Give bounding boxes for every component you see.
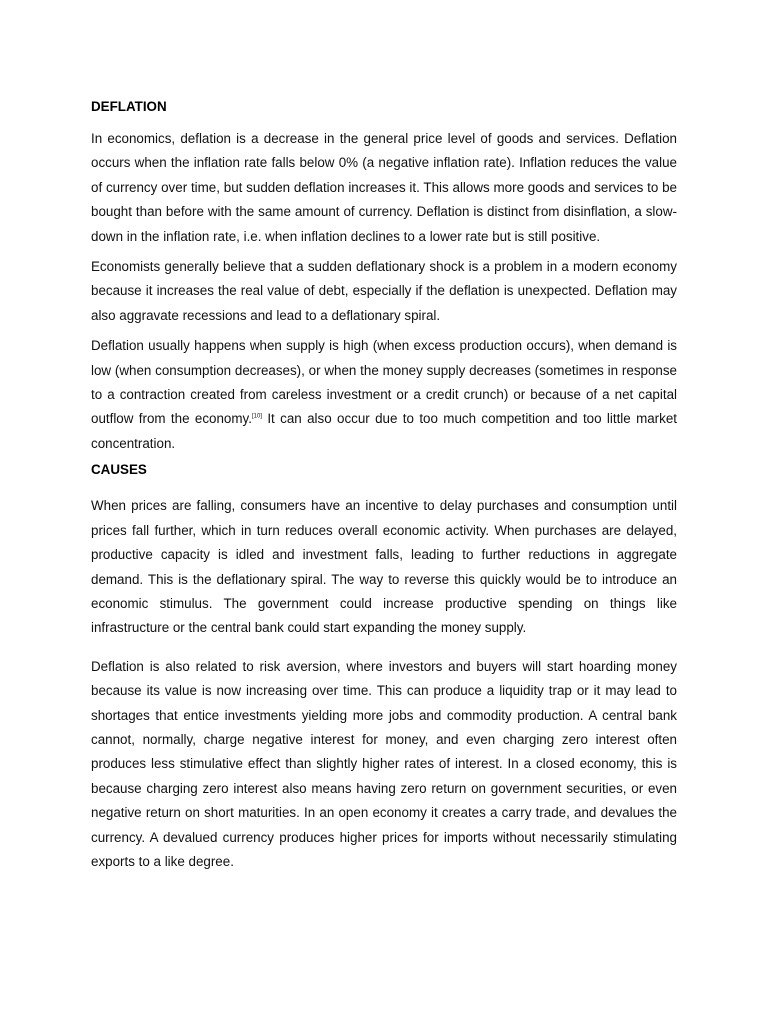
paragraph-economists: Economists generally believe that a sudden deflationary shock is a problem in a modern economy because it increases the real value of debt, especially if the deflation is unexpected. Deflation may also aggravate recessions and lead to a deflationary spiral. [91,259,677,323]
paragraph-supply-demand-text: Deflation usually happens when supply is high (when excess production occurs), when demand is low (when consumption decreases), or when the money supply decreases (sometimes in response to a contraction created from careless investment or a credit crunch) or because of a net capital outflow from the economy. [91,338,677,427]
paragraph-definition: In economics, deflation is a decrease in the general price level of goods and services. Deflation occurs when the inflation rate falls below 0% (a negative inflation rate). Inflation reduces the value of currency over time, but sudden deflation increases it. This allows more goods and services to be bought than before with the same amount of currency. Deflation is distinct from disinflation, a slow-down in the inflation rate, i.e. when inflation declines to a lower rate but is still positive. [91,131,677,244]
paragraph-deflationary-spiral: When prices are falling, consumers have an incentive to delay purchases and consumption until prices fall further, which in turn reduces overall economic activity. When purchases are delayed, productive capacity is idled and investment falls, leading to further reductions in aggregate demand. This is the deflationary spiral. The way to reverse this quickly would be to introduce an economic stimulus. The government could increase productive spending on things like infrastructure or the central bank could start expanding the money supply. [91,498,677,636]
document-body [91,97,677,880]
paragraph-risk-aversion: Deflation is also related to risk aversion, where investors and buyers will start hoarding money because its value is now increasing over time. This can produce a liquidity trap or it may lead to shortages that entice investments yielding more jobs and commodity production. A central bank cannot, normally, charge negative interest for money, and even charging zero interest often produces less stimulative effect than slightly higher rates of interest. In a closed economy, this is because charging zero interest also means having zero return on government securities, or even negative return on short maturities. In an open economy it creates a carry trade, and devalues the currency. A devalued currency produces higher prices for imports without necessarily stimulating exports to a like degree. [91,658,677,869]
heading-causes: CAUSES [91,462,147,478]
citation-reference[interactable]: [10] [251,414,262,420]
paragraph-supply-demand-text-end: It can also occur due to too much competition and too little market concentration. [91,411,678,451]
heading-deflation: DEFLATION [91,99,167,114]
paragraph-supply-demand [91,334,677,456]
